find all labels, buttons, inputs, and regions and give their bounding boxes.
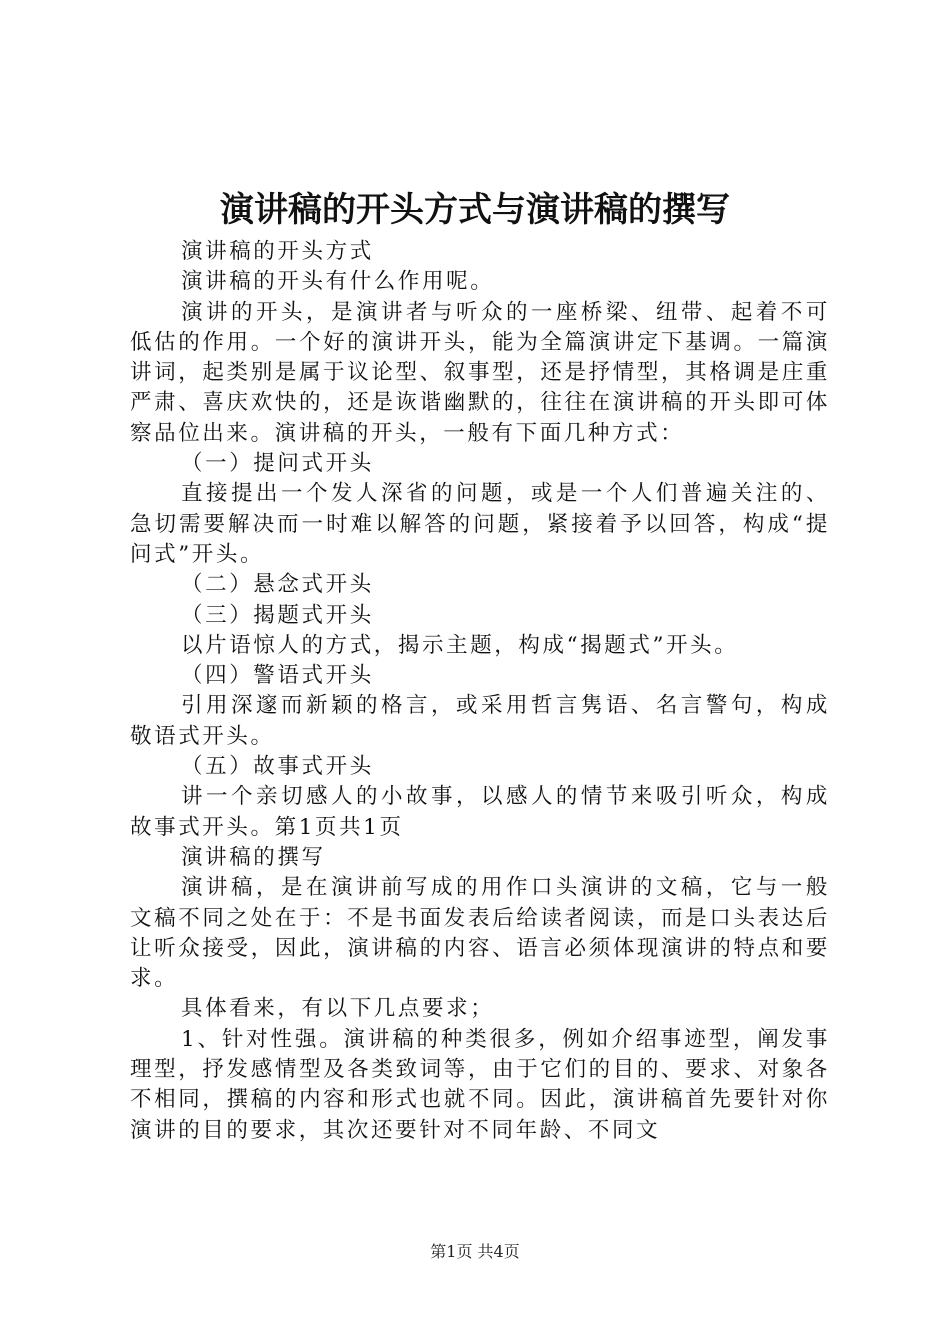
- paragraph: 演讲稿，是在演讲前写成的用作口头演讲的文稿，它与一般文稿不同之处在于：不是书面发表后给读者阅读，而是口头表达后让听众接受，因此，演讲稿的内容、语言必须体现演讲的特点和要求。: [130, 875, 830, 992]
- paragraph: 引用深邃而新颖的格言，或采用哲言隽语、名言警句，构成敬语式开头。: [130, 693, 830, 749]
- paragraph: 1、针对性强。演讲稿的种类很多，例如介绍事迹型，阐发事理型，抒发感情型及各类致词等，由于它们的目的、要求、对象各不相同，撰稿的内容和形式也就不同。因此，演讲稿首先要针对你演讲的目的要求，其次还要针对不同年龄、不同文: [130, 1026, 830, 1143]
- paragraph: 以片语惊人的方式，揭示主题，构成“揭题式”开头。: [181, 632, 739, 658]
- paragraph: 直接提出一个发人深省的问题，或是一个人们普遍关注的、急切需要解决而一时难以解答的问题，紧接着予以回答，构成“提问式”开头。: [130, 481, 830, 567]
- paragraph: 讲一个亲切感人的小故事，以感人的情节来吸引听众，构成故事式开头。第1页共1页: [130, 784, 830, 840]
- page-title: 演讲稿的开头方式与演讲稿的撰写: [220, 190, 730, 230]
- paragraph: 演讲的开头，是演讲者与听众的一座桥梁、纽带、起着不可低估的作用。一个好的演讲开头，能为全篇演讲定下基调。一篇演讲词，起类别是属于议论型、叙事型，还是抒情型，其格调是庄重严肃、喜庆欢快的，还是诙谐幽默的，往往在演讲稿的开头即可体察品位出来。演讲稿的开头，一般有下面几种方式：: [130, 299, 830, 446]
- paragraph: （三）揭题式开头: [181, 602, 374, 628]
- paragraph: （一）提问式开头: [181, 451, 374, 477]
- page-footer: 第1页 共4页: [430, 1242, 520, 1261]
- document-body: [130, 237, 830, 1146]
- paragraph: （四）警语式开头: [181, 663, 374, 689]
- paragraph: （五）故事式开头: [181, 754, 374, 780]
- paragraph: 演讲稿的开头方式: [181, 239, 374, 264]
- paragraph: 演讲稿的撰写: [181, 844, 326, 870]
- paragraph: 具体看来，有以下几点要求；: [181, 996, 495, 1022]
- paragraph: 演讲稿的开头有什么作用呢。: [181, 269, 495, 295]
- paragraph: （二）悬念式开头: [181, 572, 374, 598]
